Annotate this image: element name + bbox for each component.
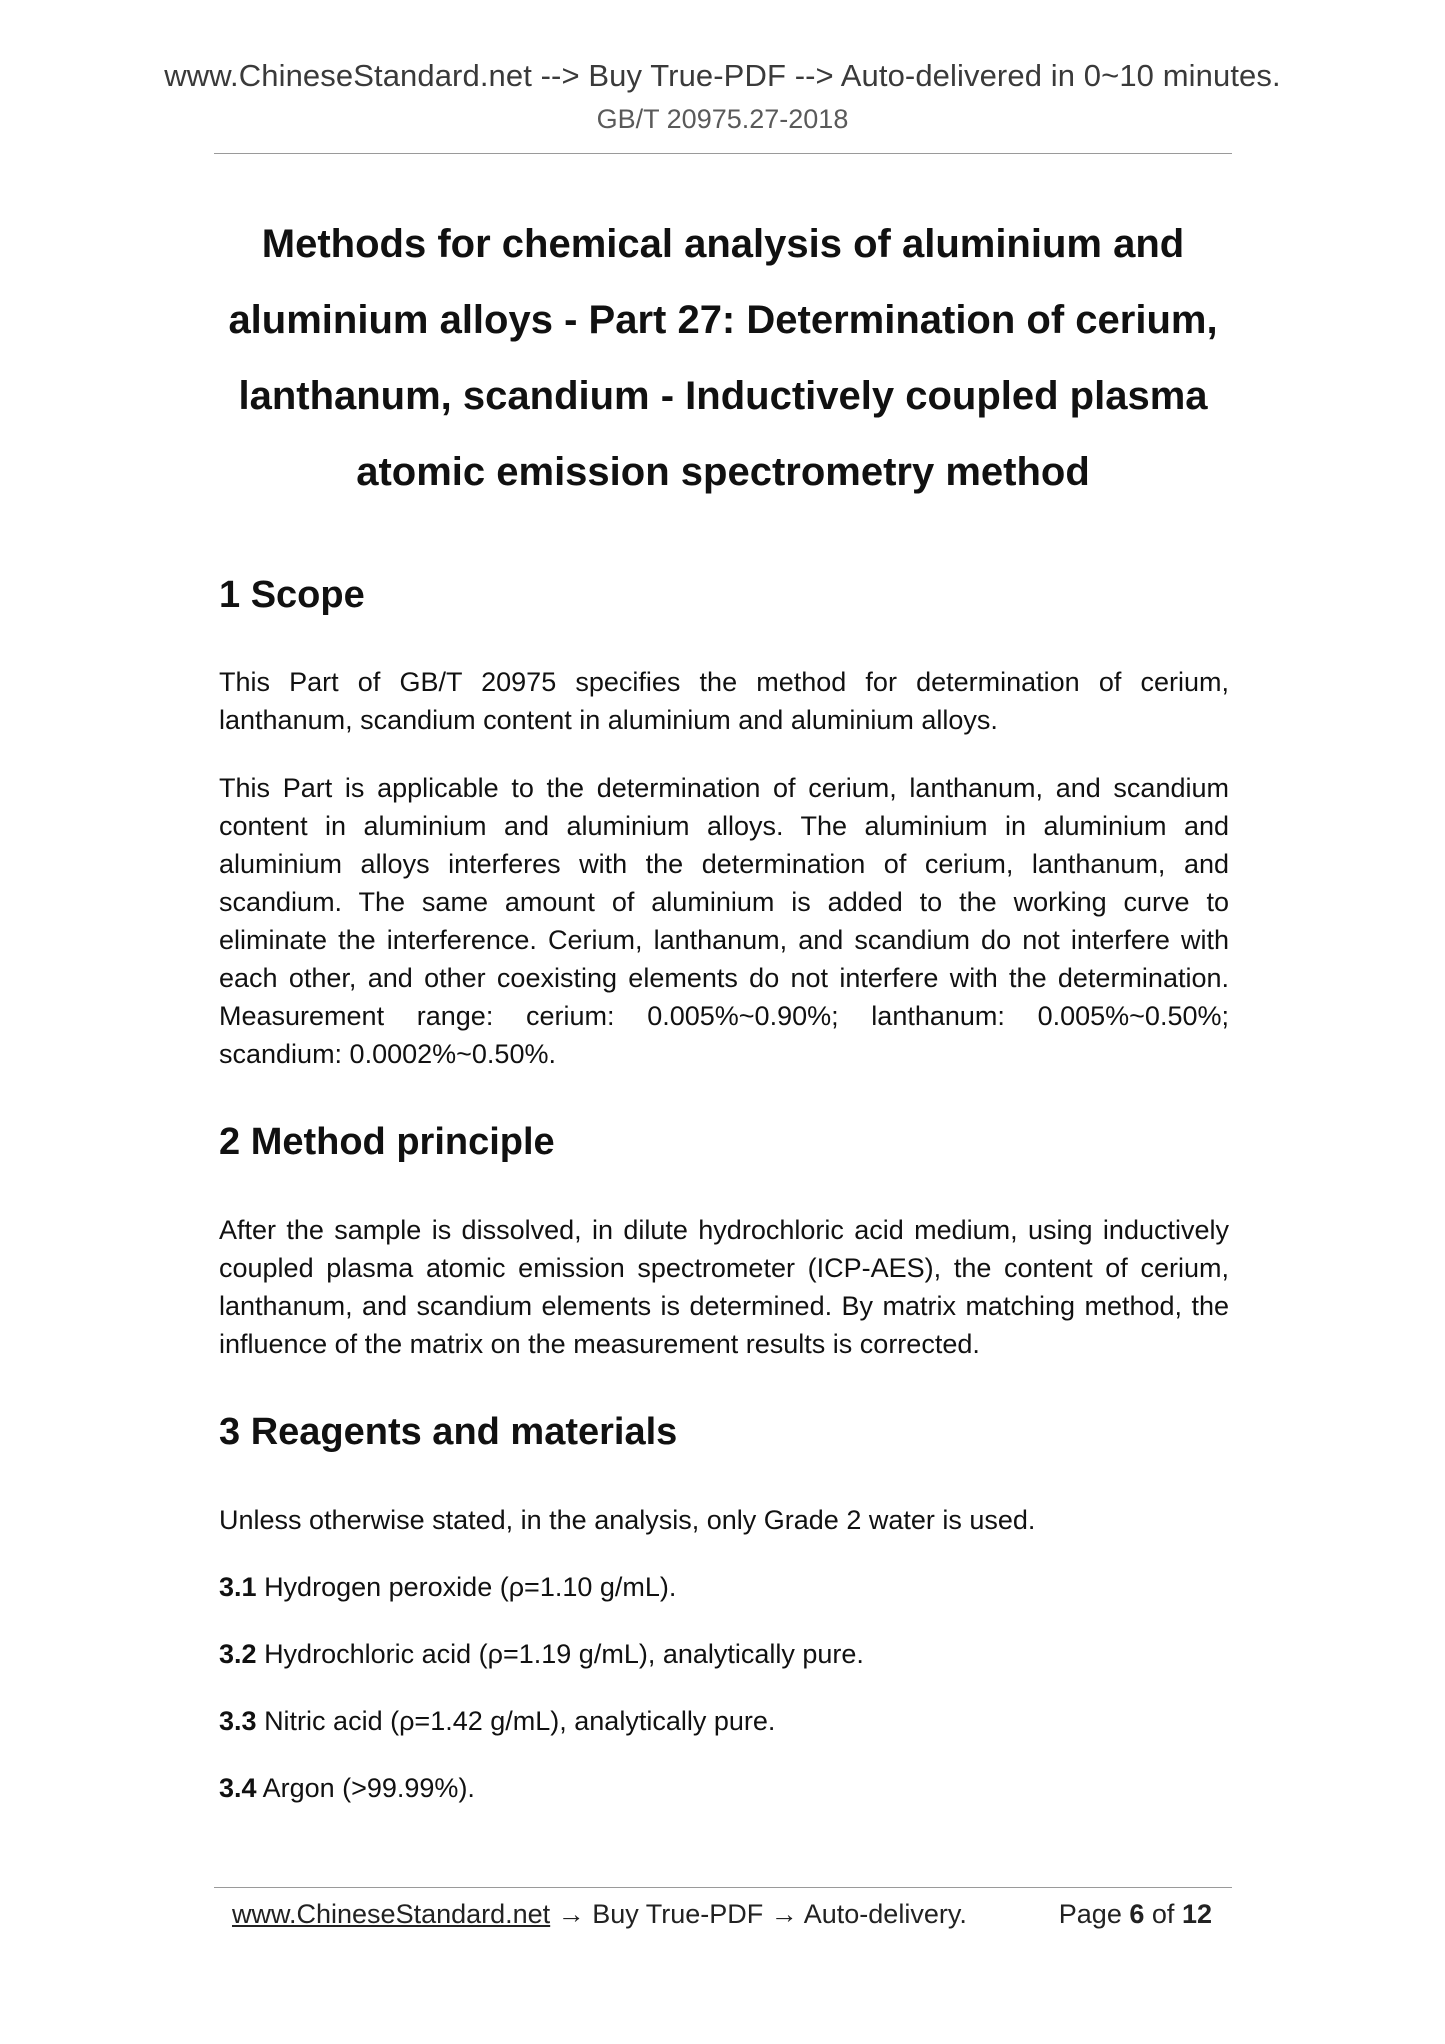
scope-paragraph: This Part of GB/T 20975 specifies the method for determination of cerium, lanthanum, scandium content in aluminium and aluminium alloys. <box>219 667 1229 735</box>
title-line: lanthanum, scandium - Inductively coupled plasma <box>238 374 1208 418</box>
section-heading-reagents: 3 Reagents and materials <box>219 1411 678 1453</box>
reagent-text: Hydrogen peroxide (ρ=1.10 g/mL). <box>264 1572 677 1602</box>
footer-site-link[interactable]: www.ChineseStandard.net <box>232 1899 551 1929</box>
page-counter <box>1059 1894 1212 1934</box>
scope-paragraph: This Part is applicable to the determination of cerium, lanthanum, and scandium content in aluminium and aluminium alloys. The aluminium in aluminium and aluminium alloys interferes with the determination of cerium, lanthanum, and scandium. The same amount of aluminium is added to the working curve to eliminate the interference. Cerium, lanthanum, and scandium do not interfere with each other, and other coexisting elements do not interfere with the determination. Measurement range: cerium: 0.005%~0.90%; lanthanum: 0.005%~0.50%; scandium: 0.0002%~0.50%. <box>219 773 1229 1069</box>
current-page-number: 6 <box>1129 1899 1145 1929</box>
reagent-item <box>219 1769 1229 1807</box>
title-line: Methods for chemical analysis of aluminium and <box>261 222 1185 266</box>
reagent-number: 3.1 <box>219 1572 257 1602</box>
reagent-number: 3.2 <box>219 1639 257 1669</box>
reagent-item <box>219 1635 1229 1673</box>
document-body <box>219 570 1229 1807</box>
page-word: Page <box>1058 1899 1122 1929</box>
total-pages-number: 12 <box>1181 1899 1212 1929</box>
header-standard-number: GB/T 20975.27-2018 <box>596 104 849 134</box>
reagent-number: 3.3 <box>219 1706 257 1736</box>
reagent-item <box>219 1702 1229 1740</box>
reagents-intro: Unless otherwise stated, in the analysis, only Grade 2 water is used. <box>219 1505 1036 1535</box>
header-banner: www.ChineseStandard.net --> Buy True-PDF --> Auto-delivered in 0~10 minutes. <box>164 58 1281 93</box>
section-heading-principle: 2 Method principle <box>219 1121 555 1163</box>
reagent-text: Nitric acid (ρ=1.42 g/mL), analytically pure. <box>264 1706 776 1736</box>
page-footer <box>232 1894 1212 1934</box>
of-word: of <box>1151 1899 1175 1929</box>
title-line: aluminium alloys - Part 27: Determination of cerium, <box>228 298 1218 342</box>
reagent-item <box>219 1568 1229 1606</box>
section-heading-scope: 1 Scope <box>219 574 365 616</box>
document-title <box>214 206 1232 510</box>
reagent-text: Hydrochloric acid (ρ=1.19 g/mL), analytically pure. <box>264 1639 864 1669</box>
principle-paragraph: After the sample is dissolved, in dilute hydrochloric acid medium, using inductively coupled plasma atomic emission spectrometer (ICP-AES), the content of cerium, lanthanum, and scandium elements is determined. By matrix matching method, the influence of the matrix on the measurement results is corrected. <box>219 1215 1229 1359</box>
reagent-number: 3.4 <box>219 1773 257 1803</box>
footer-purchase-text: → Buy True-PDF → Auto-delivery. <box>557 1899 967 1929</box>
title-line: atomic emission spectrometry method <box>356 450 1090 494</box>
header-divider <box>214 153 1232 154</box>
footer-divider <box>214 1887 1232 1888</box>
reagent-text: Argon (>99.99%). <box>262 1773 475 1803</box>
